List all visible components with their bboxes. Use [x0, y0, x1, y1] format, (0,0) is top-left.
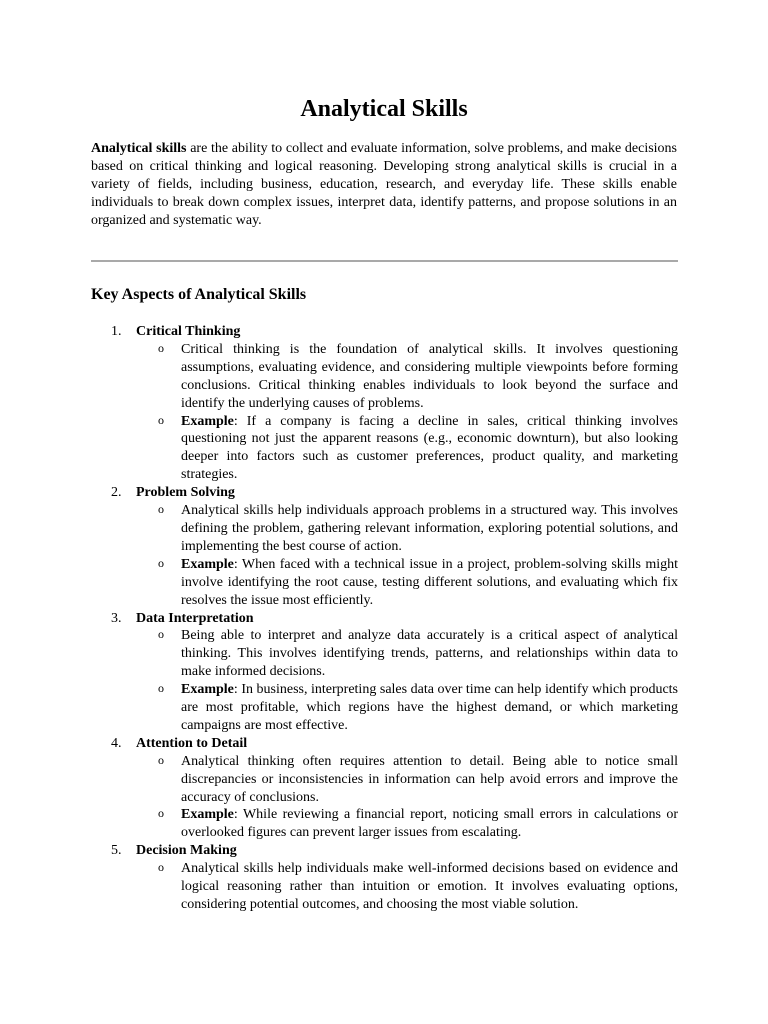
aspect-name: Decision Making [136, 843, 237, 859]
aspect-item [91, 610, 678, 735]
description-text: Analytical thinking often requires attention to detail. Being able to notice small discrepancies or inconsistencies in information can help avoid errors and improve the accuracy of conclusions. [181, 753, 678, 805]
bullet-icon: o [158, 502, 164, 517]
intro-lead: Analytical skills [91, 141, 187, 156]
aspects-list [91, 323, 678, 914]
example-label: Example [181, 413, 234, 429]
description-text: Analytical skills help individuals make well-informed decisions based on evidence and logical reasoning rather than intuition or emotion. It involves evaluating options, considering potential outcomes, and choosing the most viable solution. [181, 861, 678, 912]
bullet-icon: o [158, 555, 164, 570]
intro-paragraph [91, 140, 677, 230]
aspect-points [136, 341, 678, 484]
aspect-name: Critical Thinking [136, 324, 241, 339]
aspect-number: 5. [111, 843, 122, 859]
aspect-points [136, 627, 678, 734]
aspect-points [136, 860, 678, 914]
aspect-name: Attention to Detail [136, 735, 248, 751]
description-text: Being able to interpret and analyze data accurately is a critical aspect of analytical thinking. This involves identifying trends, patterns, and relationships within data to make informed decisions. [181, 628, 678, 680]
aspect-example [136, 413, 678, 485]
page-title: Analytical Skills [300, 96, 468, 122]
aspect-number: 2. [111, 485, 122, 501]
aspect-number: 4. [111, 735, 122, 751]
description-text: Analytical skills help individuals approach problems in a structured way. This involves defining the problem, gathering relevant information, exploring potential solutions, and implementing the best course of action. [181, 503, 678, 554]
bullet-icon: o [158, 627, 164, 642]
aspect-number: 3. [111, 610, 122, 626]
example-text: : If a company is facing a decline in sales, critical thinking involves questioning not just the apparent reasons (e.g., economic downturn), but also looking deeper into factors such as customer preferences, product quality, and marketing strategies. [181, 413, 678, 483]
aspect-number: 1. [111, 324, 122, 339]
bullet-icon: o [158, 340, 164, 355]
aspect-description [136, 341, 678, 413]
section-title: Key Aspects of Analytical Skills [91, 286, 307, 303]
example-label: Example [181, 807, 234, 823]
aspect-description [136, 860, 678, 914]
aspect-description [136, 627, 678, 681]
intro-text: are the ability to collect and evaluate information, solve problems, and make decisions based on critical thinking and logical reasoning. Developing strong analytical skills is crucial in a variety of fields, including business, education, research, and everyday life. These skills enable individuals to break down complex issues, interpret data, identify patterns, and propose solutions in an organized and systematic way. [91, 141, 677, 228]
aspect-item [91, 323, 678, 484]
aspect-example [136, 806, 678, 842]
example-text: : When faced with a technical issue in a project, problem-solving skills might involve identifying the root cause, testing different solutions, and evaluating which fix resolves the issue most efficiently. [181, 556, 678, 608]
aspect-name: Problem Solving [136, 485, 235, 501]
bullet-icon: o [158, 412, 164, 427]
aspect-item [91, 842, 678, 914]
aspect-points [136, 502, 678, 609]
horizontal-divider [91, 260, 678, 262]
example-text: : In business, interpreting sales data over time can help identify which products are most profitable, which regions have the highest demand, or which marketing campaigns are most effective. [181, 682, 678, 733]
example-label: Example [181, 556, 234, 572]
aspect-points [136, 753, 678, 843]
example-label: Example [181, 682, 234, 698]
aspect-item [91, 735, 678, 842]
bullet-icon: o [158, 860, 164, 875]
bullet-icon: o [158, 806, 164, 821]
aspect-item [91, 484, 678, 609]
aspect-description [136, 753, 678, 807]
bullet-icon: o [158, 752, 164, 767]
aspect-example [136, 681, 678, 735]
aspect-example [136, 556, 678, 610]
aspect-description [136, 502, 678, 556]
example-text: : While reviewing a financial report, noticing small errors in calculations or overlooked figures can prevent larger issues from escalating. [181, 807, 678, 841]
bullet-icon: o [158, 681, 164, 696]
description-text: Critical thinking is the foundation of analytical skills. It involves questioning assumptions, evaluating evidence, and considering multiple viewpoints before forming conclusions. Critical thinking enables individuals to look beyond the surface and identify the underlying causes of problems. [181, 341, 678, 411]
aspect-name: Data Interpretation [136, 610, 254, 626]
